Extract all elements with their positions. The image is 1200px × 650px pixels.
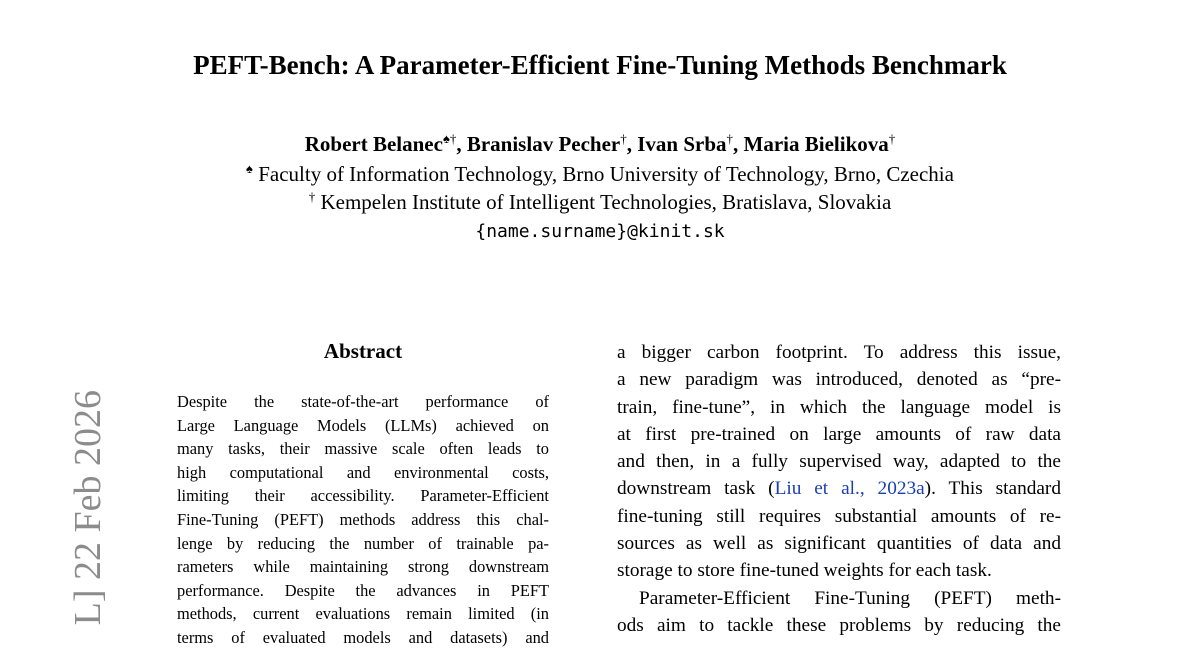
body-line: and then, in a fully supervised way, adapted to the xyxy=(617,451,1061,473)
author: Robert Belanec♠†, xyxy=(304,131,467,156)
author-list xyxy=(0,130,1200,158)
abstract-line: high computational and environmental costs, xyxy=(177,462,549,482)
body-line: a new paradigm was introduced, denoted as “pre- xyxy=(617,369,1061,391)
abstract-line: methods, current evaluations remain limited (in xyxy=(177,604,549,624)
body-line: storage to store fine-tuned weights for each task. xyxy=(617,560,992,582)
abstract-line: Large Language Models (LLMs) achieved on xyxy=(177,415,549,435)
author: Ivan Srba†, xyxy=(637,131,744,156)
abstract-heading: Abstract xyxy=(323,339,403,363)
body-line: downstream task (Liu et al., 2023a). This standard xyxy=(617,478,1061,500)
abstract-line: terms of evaluated models and datasets) and xyxy=(177,627,549,647)
abstract-body xyxy=(177,390,549,650)
abstract-line: Fine-Tuning (PEFT) methods address this chal- xyxy=(177,509,549,529)
abstract-line: lenge by reducing the number of trainable pa- xyxy=(177,533,549,553)
body-line: train, fine-tune”, in which the language model is xyxy=(617,396,1061,418)
affiliation-fit xyxy=(0,160,1200,188)
citation-link[interactable]: Liu et al., 2023a xyxy=(774,478,925,500)
email-line xyxy=(0,216,1200,246)
abstract-line: Despite the state-of-the-art performance of xyxy=(177,392,549,411)
affiliation-kinit xyxy=(0,188,1200,216)
affiliation-mark: † xyxy=(308,189,316,204)
body-line: a bigger carbon footprint. To address this issue, xyxy=(617,342,1061,363)
author: Maria Bielikova† xyxy=(743,131,896,156)
arxiv-sidebar-stamp xyxy=(0,0,109,648)
affiliation-text: Kempelen Institute of Intelligent Technologies, Bratislava, Slovakia xyxy=(315,190,892,214)
body-line: sources as well as significant quantities of data and xyxy=(617,533,1061,555)
author-email: {name.surname}@kinit.sk xyxy=(475,221,725,242)
abstract-line: rameters while maintaining strong downstream xyxy=(177,557,549,577)
body-line: at first pre-trained on large amounts of raw data xyxy=(617,423,1061,445)
body-text-column xyxy=(617,339,1061,639)
author: Branislav Pecher†, xyxy=(466,131,638,156)
affiliation-mark: ♠ xyxy=(246,161,253,176)
abstract-line: performance. Despite the advances in PEFT xyxy=(177,580,549,600)
arxiv-stamp-text: L] 22 Feb 2026 xyxy=(67,390,109,626)
abstract-line: many tasks, their massive scale often leads to xyxy=(177,439,549,459)
body-line: fine-tuning still requires substantial amounts of re- xyxy=(617,505,1061,527)
body-line: Parameter-Efficient Fine-Tuning (PEFT) meth- xyxy=(639,587,1061,609)
affiliation-text: Faculty of Information Technology, Brno University of Technology, Brno, Czechia xyxy=(252,162,954,186)
paper-title: PEFT-Bench: A Parameter-Efficient Fine-Tuning Methods Benchmark xyxy=(193,50,1007,80)
abstract-line: limiting their accessibility. Parameter-Efficient xyxy=(177,486,549,506)
body-line: ods aim to tackle these problems by reducing the xyxy=(617,614,1061,636)
